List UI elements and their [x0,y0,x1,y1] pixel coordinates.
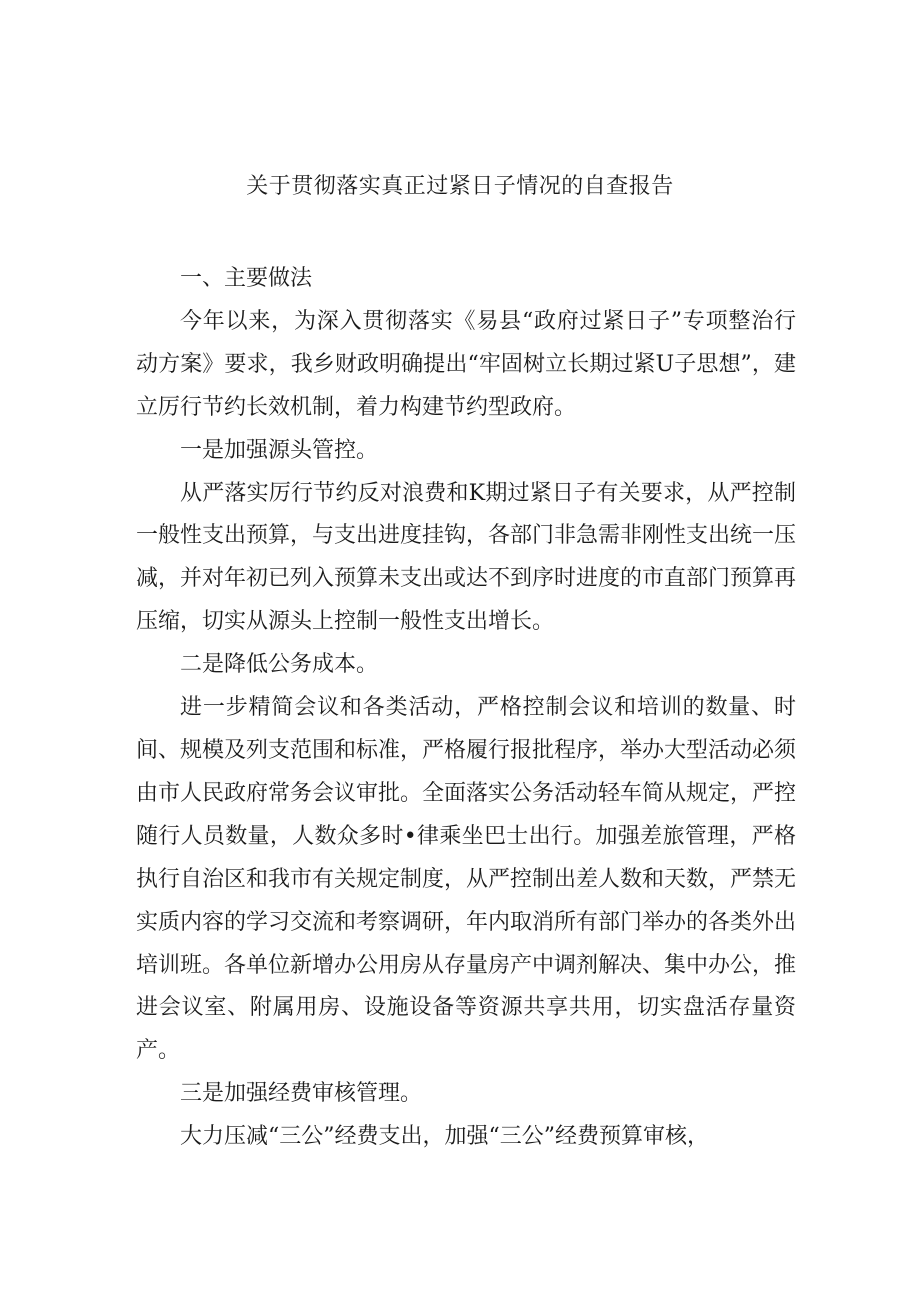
document-body [136,258,796,1159]
section-heading-main-practices: 一、主要做法 [180,266,313,291]
paragraph-reduce-costs: 进一步精简会议和各类活动，严格控制会议和培训的数量、时间、规模及列支范围和标准，严格履行报批程序，举办大型活动必须由市人民政府常务会议审批。全面落实公务活动轻车简从规定，严控随行人员数量，人数众多时•律乘坐巴士出行。加强差旅管理，严格执行自治区和我市有关规定制度，从严控制出差人数和天数，严禁无实质内容的学习交流和考察调研，年内取消所有部门举办的各类外出培训班。各单位新增办公用房从存量房产中调剂解决、集中办公，推进会议室、附属用房、设施设备等资源共享共用，切实盘活存量资产。 [136,695,797,1064]
document-title: 关于贯彻落实真正过紧日子情况的自查报告 [246,174,674,199]
paragraph-source-control: 从严落实厉行节约反对浪费和K期过紧日子有关要求，从严控制一般性支出预算，与支出进度挂钩，各部门非急需非刚性支出统一压减，并对年初已列入预算未支出或达不到序时进度的市直部门预算再压缩，切实从源头上控制一般性支出增长。 [136,480,797,635]
paragraph-intro: 今年以来，为深入贯彻落实《易县“政府过紧日子”专项整治行动方案》要求，我乡财政明确提出“牢固树立长期过紧U子思想”，建立厉行节约长效机制，着力构建节约型政府。 [136,308,796,420]
paragraph-expense-review: 大力压减“三公”经费支出，加强“三公”经费预算审核， [180,1124,709,1150]
subheading-reduce-costs: 二是降低公务成本。 [180,652,379,678]
subheading-source-control: 一是加强源头管控。 [180,437,379,463]
subheading-expense-review: 三是加强经费审核管理。 [180,1081,423,1107]
